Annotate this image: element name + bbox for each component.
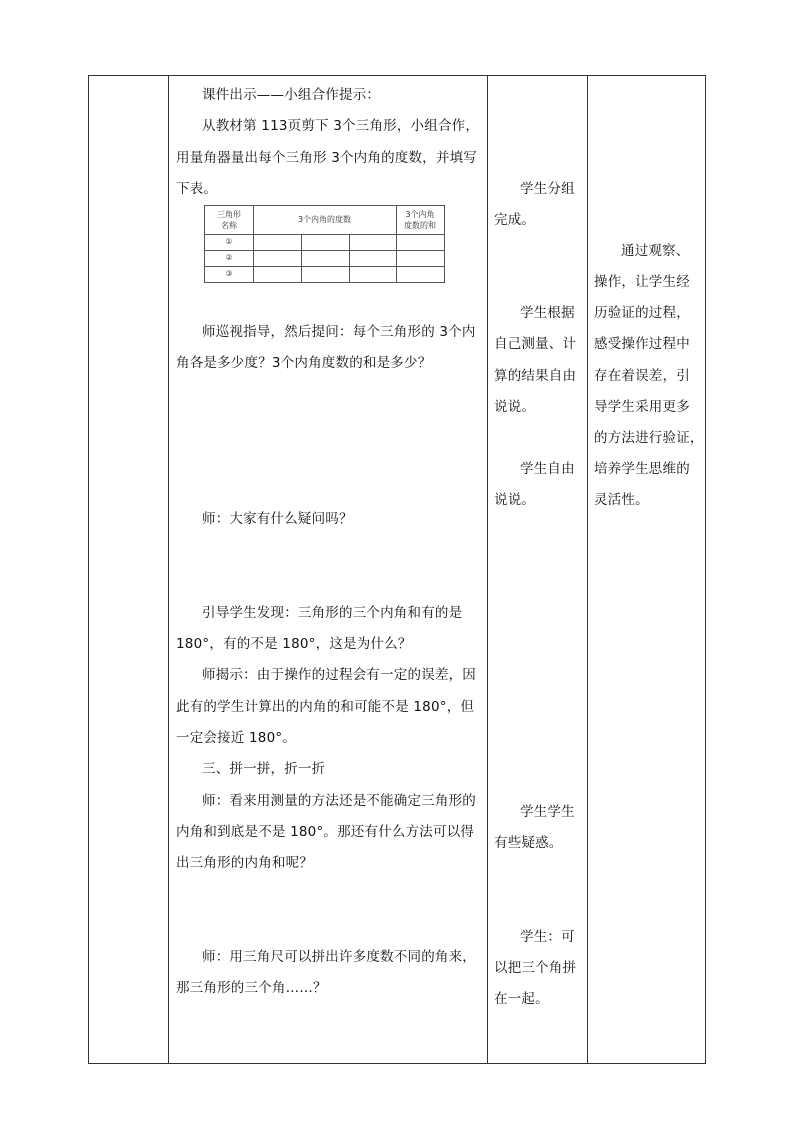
table-rule bbox=[205, 234, 444, 235]
student-text: 学生根据 bbox=[520, 305, 575, 321]
student-text: 自己测量、计 bbox=[494, 336, 577, 352]
guide-text: 180°，有的不是 180°，这是为什么？ bbox=[176, 636, 412, 652]
student-text: 有些疑惑。 bbox=[494, 835, 563, 851]
student-text: 说说。 bbox=[494, 492, 536, 508]
measure-text: 出三角形的内角和呢？ bbox=[176, 855, 313, 871]
student-text: 以把三个角拼 bbox=[494, 960, 577, 976]
task-text: 下表。 bbox=[176, 181, 218, 197]
table-rule bbox=[205, 266, 444, 267]
reveal-text: 师揭示：由于操作的过程会有一定的误差，因 bbox=[202, 667, 476, 683]
task-text: 用量角器量出每个三角形 3个内角的度数，并填写 bbox=[176, 150, 477, 166]
patrol-text: 师巡视指导，然后提问：每个三角形的 3个内 bbox=[202, 324, 476, 340]
measure-text: 内角和到底是不是 180°。那还有什么方法可以得 bbox=[176, 824, 475, 840]
intent-text: 历验证的过程， bbox=[594, 305, 690, 321]
reveal-text: 此有的学生计算出的内角的和可能不是 180°，但 bbox=[176, 699, 475, 715]
intent-text: 的方法进行验证， bbox=[594, 430, 704, 446]
student-text: 学生分组 bbox=[520, 181, 575, 197]
measure-text: 师：看来用测量的方法还是不能确定三角形的 bbox=[202, 793, 476, 809]
header-sum: 度数的和 bbox=[404, 221, 436, 230]
intent-text: 通过观察、 bbox=[621, 243, 690, 259]
intent-text: 操作，让学生经 bbox=[594, 274, 690, 290]
student-text: 说说。 bbox=[494, 399, 536, 415]
measurement-table bbox=[204, 205, 445, 283]
header-name: 名称 bbox=[221, 221, 237, 230]
stage-column bbox=[89, 76, 168, 1063]
ruler-text: 那三角形的三个角……？ bbox=[176, 980, 327, 996]
student-text: 学生自由 bbox=[520, 461, 575, 477]
question-text: 师：大家有什么疑问吗？ bbox=[202, 511, 353, 527]
intent-text: 感受操作过程中 bbox=[594, 336, 690, 352]
intent-text: 导学生采用更多 bbox=[594, 399, 690, 415]
intent-text: 存在着误差，引 bbox=[594, 368, 690, 384]
student-text: 算的结果自由 bbox=[494, 368, 577, 384]
courseware-hint: 课件出示——小组合作提示： bbox=[202, 87, 381, 103]
table-rule bbox=[205, 250, 444, 251]
patrol-text: 角各是多少度？3个内角度数的和是多少？ bbox=[176, 355, 432, 371]
teacher-activity-column bbox=[168, 76, 487, 1063]
student-text: 学生学生 bbox=[520, 804, 575, 820]
row-label: ② bbox=[225, 253, 233, 262]
lesson-plan-table bbox=[88, 75, 706, 1064]
student-activity-column bbox=[487, 76, 587, 1063]
row-label: ① bbox=[225, 237, 233, 246]
ruler-text: 师：用三角尺可以拼出许多度数不同的角来， bbox=[202, 949, 476, 965]
design-intent-column bbox=[587, 76, 707, 1063]
student-text: 学生：可 bbox=[520, 929, 575, 945]
guide-text: 引导学生发现：三角形的三个内角和有的是 bbox=[202, 605, 463, 621]
table-rule bbox=[301, 234, 302, 282]
section-heading: 三、拼一拼，折一折 bbox=[202, 761, 326, 777]
student-text: 完成。 bbox=[494, 212, 536, 228]
reveal-text: 一定会接近 180°。 bbox=[176, 730, 297, 746]
intent-text: 培养学生思维的 bbox=[594, 461, 690, 477]
intent-text: 灵活性。 bbox=[594, 492, 649, 508]
student-text: 在一起。 bbox=[494, 991, 549, 1007]
row-label: ③ bbox=[225, 269, 233, 278]
task-text: 从教材第 113页剪下 3个三角形，小组合作， bbox=[202, 118, 480, 134]
header-angles: 3个内角的度数 bbox=[297, 215, 352, 224]
table-rule bbox=[349, 234, 350, 282]
header-name: 三角形 bbox=[217, 210, 241, 219]
header-sum: 3个内角 bbox=[405, 210, 435, 219]
